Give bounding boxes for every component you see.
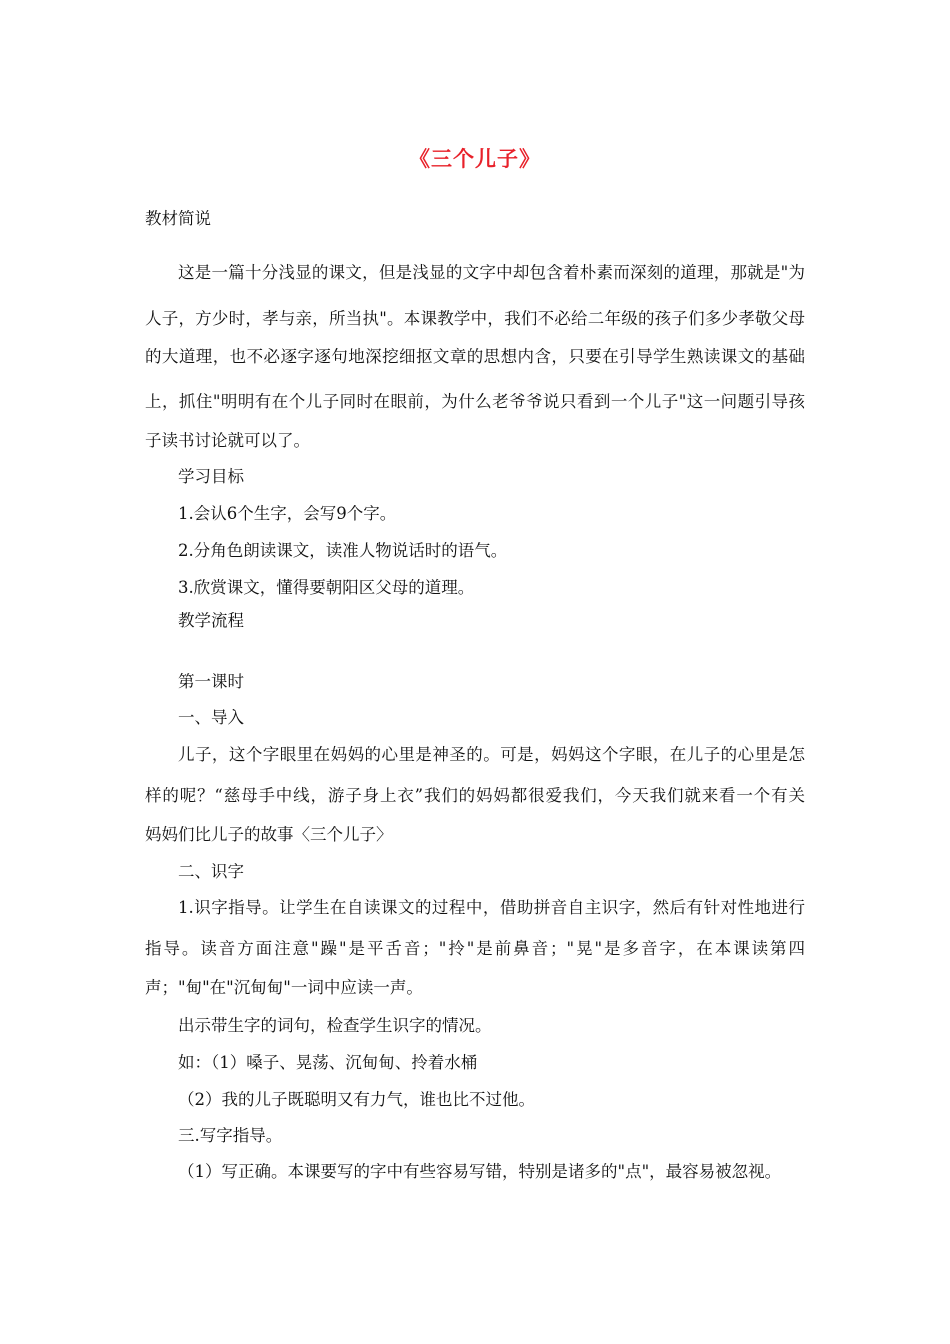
part2-extra-1: 出示带生字的词句，检查学生识字的情况。 <box>178 1016 492 1035</box>
document-title: 《三个儿子》 <box>409 147 541 171</box>
goal-item-1: 1.会认6个生字，会写9个字。 <box>178 504 397 523</box>
section-heading-intro: 教材简说 <box>145 209 211 228</box>
part2-line-1: 1.识字指导。让学生在自读课文的过程中，借助拼音自主识字，然后有针对性地进行 <box>178 898 805 917</box>
part3-line-1: （1）写正确。本课要写的字中有些容易写错，特别是诸多的"点"，最容易被忽视。 <box>178 1162 782 1181</box>
part2-line-2: 指导。读音方面注意"躁"是平舌音；"拎"是前鼻音；"晃"是多音字，在本课读第四 <box>145 939 805 958</box>
part2-extra-3: （2）我的儿子既聪明又有力气，谁也比不过他。 <box>178 1090 535 1109</box>
goals-heading: 学习目标 <box>178 467 244 486</box>
intro-line-5: 子读书讨论就可以了。 <box>145 431 310 450</box>
part1-heading: 一、导入 <box>178 708 244 727</box>
lesson-heading: 第一课时 <box>178 672 244 691</box>
part2-line-3: 声；"甸"在"沉甸甸"一词中应读一声。 <box>145 978 423 997</box>
intro-line-3: 的大道理，也不必逐字逐句地深挖细抠文章的思想内含，只要在引导学生熟读课文的基础 <box>145 347 805 366</box>
intro-line-4: 上，抓住"明明有在个儿子同时在眼前，为什么老爷爷说只看到一个儿子"这一问题引导孩 <box>145 392 805 411</box>
part3-heading: 三.写字指导。 <box>178 1126 283 1145</box>
part1-line-3: 妈妈们比儿子的故事〈三个儿子〉 <box>145 825 393 844</box>
goal-item-2: 2.分角色朗读课文，读准人物说话时的语气。 <box>178 541 508 560</box>
intro-line-2: 人子，方少时，孝与亲，所当执"。本课教学中，我们不必给二年级的孩子们多少孝敬父母 <box>145 309 805 328</box>
part2-heading: 二、识字 <box>178 862 244 881</box>
intro-line-1: 这是一篇十分浅显的课文，但是浅显的文字中却包含着朴素而深刻的道理，那就是"为 <box>178 263 805 282</box>
flow-heading: 教学流程 <box>178 611 244 630</box>
part2-extra-2: 如：（1）嗓子、晃荡、沉甸甸、拎着水桶 <box>178 1053 478 1072</box>
part1-line-1: 儿子，这个字眼里在妈妈的心里是神圣的。可是，妈妈这个字眼，在儿子的心里是怎 <box>178 745 805 764</box>
goal-item-3: 3.欣赏课文，懂得要朝阳区父母的道理。 <box>178 578 475 597</box>
part1-line-2: 样的呢？“慈母手中线，游子身上衣”我们的妈妈都很爱我们，今天我们就来看一个有关 <box>145 786 805 805</box>
